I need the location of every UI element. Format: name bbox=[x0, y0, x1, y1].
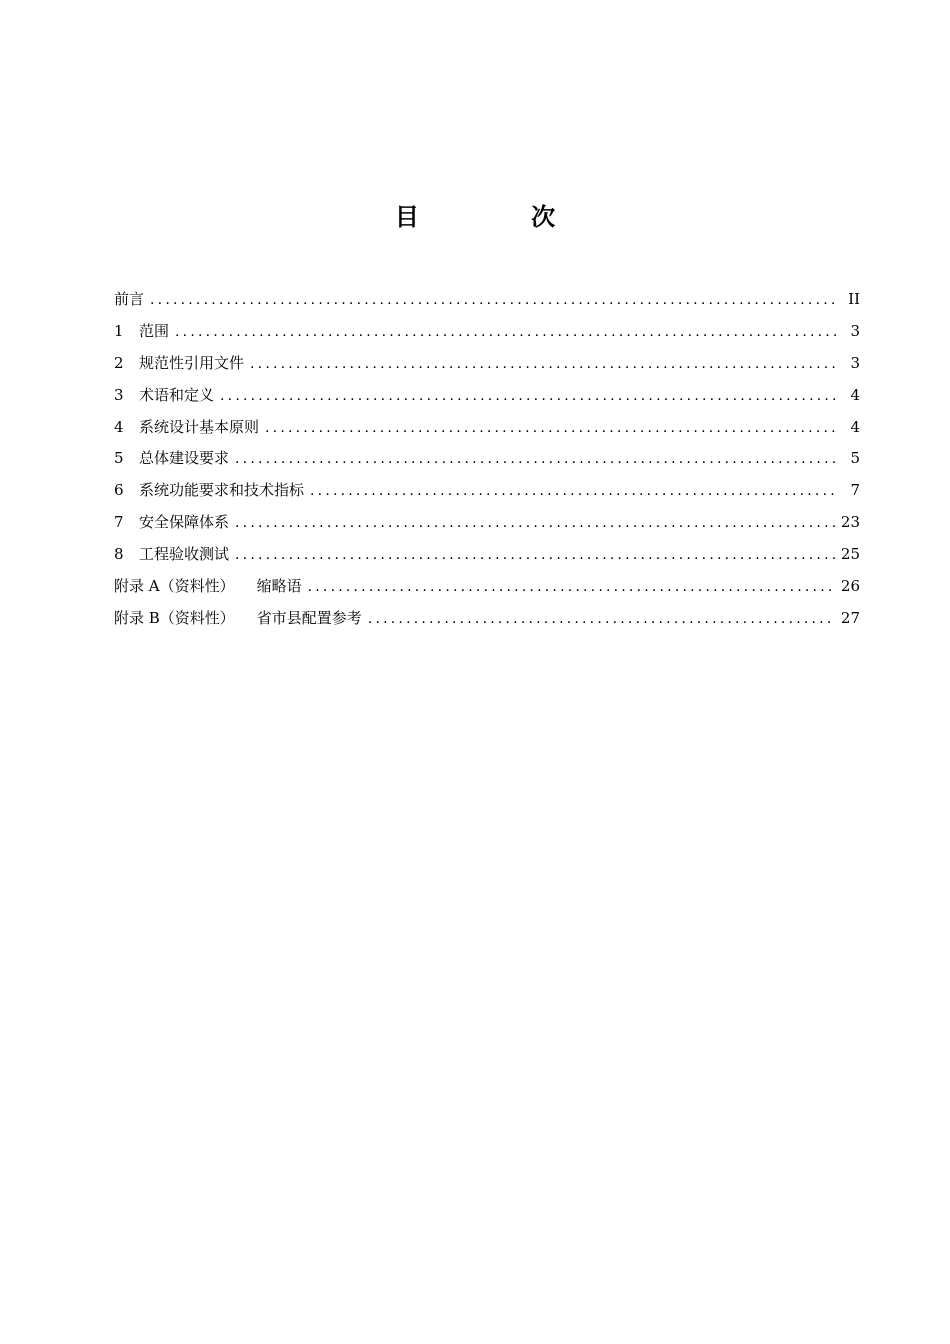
toc-dot-leader bbox=[265, 413, 838, 445]
toc-dot-leader bbox=[235, 444, 838, 476]
toc-entry-4[interactable] bbox=[114, 412, 860, 444]
toc-entry-label: 省市县配置参考 bbox=[256, 608, 362, 627]
toc-entry-number: 1 bbox=[114, 321, 124, 340]
toc-link-3[interactable] bbox=[114, 380, 860, 413]
toc-entry-label: 范围 bbox=[139, 321, 170, 340]
toc-entry-3[interactable] bbox=[114, 380, 860, 412]
toc-entry-2[interactable] bbox=[114, 348, 860, 380]
toc-dot-leader bbox=[150, 285, 838, 317]
toc-page-number: 4 bbox=[850, 417, 860, 436]
toc-entry-label: 安全保障体系 bbox=[139, 513, 230, 532]
toc-entry-number: 3 bbox=[114, 385, 124, 404]
toc-dot-leader bbox=[310, 476, 838, 508]
toc-entry-label: 工程验收测试 bbox=[139, 545, 230, 564]
toc-dot-leader bbox=[250, 349, 838, 381]
toc-link-4[interactable] bbox=[114, 412, 860, 445]
toc-page-number: 5 bbox=[850, 449, 860, 468]
toc-entry-label: 总体建设要求 bbox=[139, 449, 230, 468]
toc-entry-number: 4 bbox=[114, 417, 124, 436]
toc-link-appendix-a[interactable] bbox=[114, 571, 860, 604]
toc-dot-leader bbox=[235, 508, 835, 540]
toc-page-number: 27 bbox=[840, 608, 860, 627]
toc-entry-label: 规范性引用文件 bbox=[139, 353, 245, 372]
toc-link-2[interactable] bbox=[114, 348, 860, 381]
toc-entry-number: 7 bbox=[114, 513, 124, 532]
toc-dot-leader bbox=[235, 540, 835, 572]
toc-entry-foreword[interactable] bbox=[114, 284, 860, 316]
toc-title: 目 次 bbox=[394, 203, 608, 231]
toc-entry-label: 术语和定义 bbox=[139, 385, 215, 404]
toc-page-number: II bbox=[848, 290, 860, 308]
toc-entry-7[interactable] bbox=[114, 507, 860, 539]
toc-link-appendix-b[interactable] bbox=[114, 603, 860, 636]
toc-entry-1[interactable] bbox=[114, 316, 860, 348]
table-of-contents bbox=[114, 284, 860, 635]
toc-entry-label: 系统设计基本原则 bbox=[139, 417, 260, 436]
toc-appendix-tag: 附录 A（资料性） bbox=[114, 577, 235, 596]
toc-entry-number: 5 bbox=[114, 449, 124, 468]
toc-entry-number: 8 bbox=[114, 545, 124, 564]
toc-page-number: 4 bbox=[850, 385, 860, 404]
toc-link-8[interactable] bbox=[114, 539, 860, 572]
toc-page-number: 25 bbox=[840, 545, 860, 564]
toc-link-6[interactable] bbox=[114, 475, 860, 508]
toc-appendix-tag: 附录 B（资料性） bbox=[114, 608, 235, 627]
toc-entry-appendix-b[interactable] bbox=[114, 603, 860, 635]
toc-entry-number: 2 bbox=[114, 353, 124, 372]
toc-link-5[interactable] bbox=[114, 443, 860, 476]
toc-page-number: 7 bbox=[850, 481, 860, 500]
toc-link-foreword[interactable] bbox=[114, 284, 860, 317]
toc-entry-label: 前言 bbox=[114, 290, 145, 308]
toc-dot-leader bbox=[175, 317, 838, 349]
toc-entry-label: 系统功能要求和技术指标 bbox=[139, 481, 305, 500]
toc-entry-8[interactable] bbox=[114, 539, 860, 571]
toc-page-number: 26 bbox=[840, 577, 860, 596]
toc-link-1[interactable] bbox=[114, 316, 860, 349]
toc-dot-leader bbox=[220, 381, 838, 413]
toc-entry-6[interactable] bbox=[114, 475, 860, 507]
toc-dot-leader bbox=[368, 604, 835, 636]
toc-page-number: 3 bbox=[850, 321, 860, 340]
toc-entry-number: 6 bbox=[114, 481, 124, 500]
toc-entry-appendix-a[interactable] bbox=[114, 571, 860, 603]
toc-entry-5[interactable] bbox=[114, 443, 860, 475]
toc-dot-leader bbox=[308, 572, 835, 604]
toc-link-7[interactable] bbox=[114, 507, 860, 540]
toc-page-number: 23 bbox=[840, 513, 860, 532]
toc-entry-label: 缩略语 bbox=[256, 577, 302, 596]
toc-page-number: 3 bbox=[850, 353, 860, 372]
